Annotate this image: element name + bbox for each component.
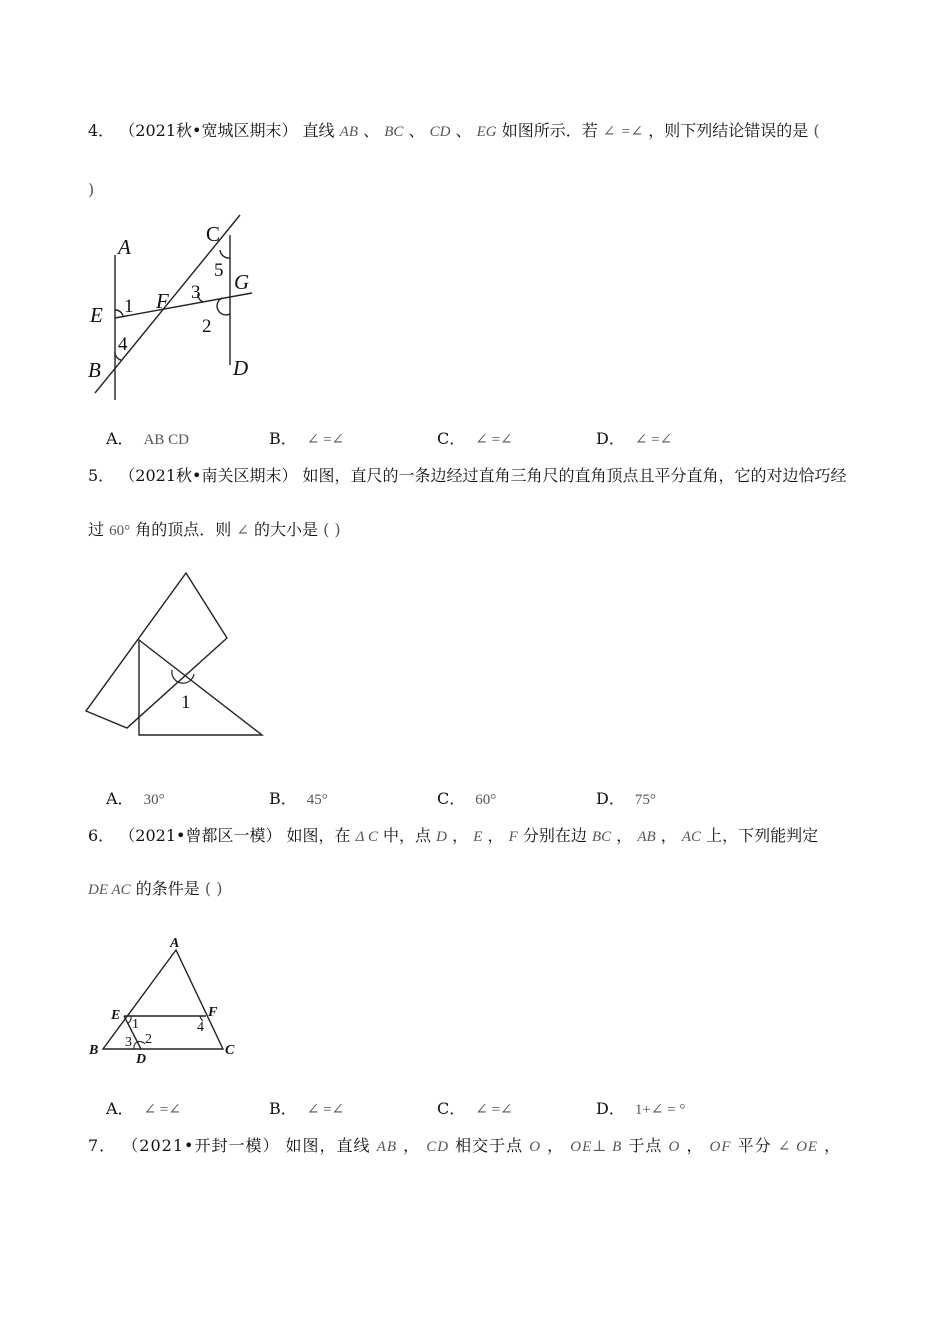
- q4-option-b[interactable]: [269, 429, 344, 450]
- q6-sep: ，: [660, 826, 677, 845]
- q5-figure: [80, 570, 280, 750]
- q7-math-of: OF: [709, 1139, 732, 1155]
- q4-source: （2021秋•宽城区期末）: [119, 121, 298, 140]
- q4-stem-line-2: [88, 180, 94, 200]
- option-label: D．: [596, 429, 625, 448]
- q4-label-a: A: [118, 235, 131, 259]
- q4-angle-label-3: 3: [191, 282, 201, 303]
- q6-text: 如图，在: [286, 826, 351, 845]
- q6-sep: ，: [487, 826, 504, 845]
- q6-option-d[interactable]: [596, 1099, 685, 1120]
- q7-source: （2021•开封一模）: [122, 1136, 280, 1155]
- q7-sep: ，: [686, 1136, 704, 1155]
- q4-angle-arc-5: [220, 250, 230, 258]
- q4-angle-arc-2: [217, 298, 230, 315]
- q4-paren-open: (: [813, 121, 820, 140]
- q7-math-o: O: [529, 1139, 542, 1155]
- option-value: ∠ =∠: [475, 1102, 513, 1118]
- q4-angle-label-2: 2: [202, 316, 212, 337]
- q6-math-d: D: [436, 829, 447, 845]
- q4-label-c: C: [206, 222, 221, 246]
- q4-text: 如图所示．若: [501, 121, 598, 140]
- option-label: D．: [596, 789, 625, 808]
- q5-math-angle: ∠: [236, 523, 249, 539]
- q7-math-cd: CD: [426, 1139, 450, 1155]
- q7-sep: ，: [824, 1136, 842, 1155]
- q4-label-b: B: [88, 358, 101, 382]
- q5-text: 如图，直尺的一条边经过直角三角尺的直角顶点且平分直角，它的对边恰巧经: [302, 466, 847, 485]
- q5-text: 过: [88, 520, 105, 539]
- option-value: ∠ =∠: [143, 1102, 181, 1118]
- option-label: B．: [269, 429, 297, 448]
- option-value: 1+∠ = °: [634, 1102, 686, 1118]
- q4-label-f: F: [156, 289, 169, 313]
- q7-math-oe-perp: OE⊥ B: [570, 1139, 623, 1155]
- q4-option-d[interactable]: [596, 429, 672, 450]
- q6-math-ac: AC: [681, 829, 702, 845]
- option-value: 45°: [306, 792, 328, 808]
- q6-text: 分别在边: [522, 826, 587, 845]
- q7-math-angle: ∠ OE: [777, 1139, 819, 1155]
- option-value: ∠ =∠: [306, 1102, 345, 1118]
- option-value: ∠ =∠: [634, 432, 673, 448]
- q4-label-d: D: [233, 356, 249, 380]
- option-value: AB CD: [143, 432, 189, 448]
- q5-ruler: [86, 573, 227, 728]
- q4-figure: [80, 210, 280, 410]
- q7-sep: ，: [547, 1136, 565, 1155]
- option-label: B．: [269, 789, 297, 808]
- q4-stem-line-1: [88, 121, 820, 142]
- q4-angle-label-5: 5: [214, 260, 224, 281]
- option-value: 75°: [634, 792, 656, 808]
- q6-label-d: D: [136, 1052, 147, 1067]
- q4-math-ab: AB: [339, 124, 358, 140]
- q5-option-d[interactable]: [596, 789, 656, 810]
- q6-figure: [85, 930, 255, 1070]
- option-label: A．: [106, 429, 134, 448]
- q6-triangle-abc: [103, 950, 223, 1049]
- option-value: 30°: [143, 792, 165, 808]
- q4-sep: 、: [408, 121, 425, 140]
- option-label: C．: [437, 789, 466, 808]
- option-label: A．: [106, 789, 134, 808]
- q4-angle-label-4: 4: [118, 334, 128, 355]
- q5-angle-label-1: 1: [181, 692, 191, 713]
- q6-option-a[interactable]: [106, 1099, 181, 1120]
- q6-math-triangle: Δ C: [355, 829, 378, 845]
- q6-stem-line-2: [88, 879, 222, 900]
- q5-triangle: [139, 640, 262, 735]
- q6-sep: ，: [616, 826, 633, 845]
- q4-math-angle-eq: =∠: [620, 124, 644, 140]
- q6-text: 的条件是: [135, 879, 200, 898]
- q6-angle-label-3: 3: [125, 1035, 132, 1050]
- q5-source: （2021秋•南关区期末）: [119, 466, 298, 485]
- q7-text: 如图，直线: [285, 1136, 371, 1155]
- q6-text: 中，点: [383, 826, 432, 845]
- q6-angle-arc-3: [134, 1042, 137, 1049]
- q5-number: 5．: [88, 466, 115, 485]
- option-label: C．: [437, 429, 466, 448]
- q6-stem-line-1: [88, 826, 818, 847]
- q6-angle-arc-1: [128, 1016, 131, 1023]
- q6-option-b[interactable]: [269, 1099, 344, 1120]
- q6-text: 上，下列能判定: [706, 826, 819, 845]
- q5-angle-arc-1: [172, 670, 194, 683]
- q6-math-bc: BC: [591, 829, 612, 845]
- q5-text: 的大小是: [253, 520, 318, 539]
- q5-option-a[interactable]: [106, 789, 165, 810]
- q4-angle-label-1: 1: [124, 296, 134, 317]
- q7-stem-line-1: [88, 1136, 841, 1157]
- q6-label-b: B: [89, 1043, 99, 1058]
- q6-math-ab: AB: [637, 829, 656, 845]
- q4-math-cd: CD: [429, 124, 451, 140]
- q5-option-b[interactable]: [269, 789, 328, 810]
- q7-number: 7．: [88, 1136, 117, 1155]
- q6-sep: ，: [452, 826, 469, 845]
- q6-math-e: E: [473, 829, 483, 845]
- q4-sep: 、: [363, 121, 380, 140]
- q4-paren-close: ): [88, 180, 95, 199]
- q5-math-60deg: 60°: [109, 523, 131, 539]
- q4-math-eg: EG: [476, 124, 497, 140]
- q4-option-a[interactable]: [106, 429, 189, 450]
- q6-label-c: C: [225, 1043, 235, 1058]
- q4-sep: 、: [455, 121, 472, 140]
- option-label: B．: [269, 1099, 297, 1118]
- q6-math-f: F: [508, 829, 518, 845]
- q6-label-f: F: [208, 1005, 218, 1020]
- q4-math-bc: BC: [384, 124, 404, 140]
- q4-math-angle: ∠: [602, 124, 616, 140]
- q4-option-c[interactable]: [437, 429, 513, 450]
- option-value: ∠ =∠: [306, 432, 345, 448]
- option-label: C．: [437, 1099, 466, 1118]
- q5-option-c[interactable]: [437, 789, 496, 810]
- q7-sep: ，: [403, 1136, 421, 1155]
- q6-angle-label-1: 1: [132, 1017, 139, 1032]
- q7-text: 相交于点: [455, 1136, 524, 1155]
- q4-number: 4．: [88, 121, 115, 140]
- q4-text: ，则下列结论错误的是: [648, 121, 809, 140]
- q6-paren: ( ): [204, 879, 223, 898]
- q7-text: 于点: [628, 1136, 663, 1155]
- q4-text: 直线: [302, 121, 335, 140]
- q7-math-ab: AB: [376, 1139, 397, 1155]
- option-value: ∠ =∠: [475, 432, 513, 448]
- option-value: 60°: [475, 792, 497, 808]
- q6-math-de-ac: DE AC: [88, 882, 131, 898]
- q5-stem-line-2: [88, 520, 341, 541]
- q7-math-o: O: [668, 1139, 681, 1155]
- q6-number: 6．: [88, 826, 115, 845]
- q6-angle-label-4: 4: [197, 1020, 204, 1035]
- q5-text: 角的顶点．则: [135, 520, 232, 539]
- q6-source: （2021•曾都区一模）: [119, 826, 282, 845]
- q5-stem-line-1: [88, 466, 847, 486]
- q6-label-e: E: [111, 1008, 121, 1023]
- q4-angle-arc-1: [115, 310, 123, 316]
- q7-text: 平分: [737, 1136, 772, 1155]
- option-label: D．: [596, 1099, 625, 1118]
- q6-angle-label-2: 2: [145, 1032, 152, 1047]
- q6-label-a: A: [170, 936, 180, 951]
- q4-label-g: G: [234, 270, 250, 294]
- q4-label-e: E: [90, 303, 103, 327]
- option-label: A．: [106, 1099, 134, 1118]
- q4-line-eg: [115, 293, 252, 318]
- q6-option-c[interactable]: [437, 1099, 513, 1120]
- q5-paren: ( ): [323, 520, 341, 539]
